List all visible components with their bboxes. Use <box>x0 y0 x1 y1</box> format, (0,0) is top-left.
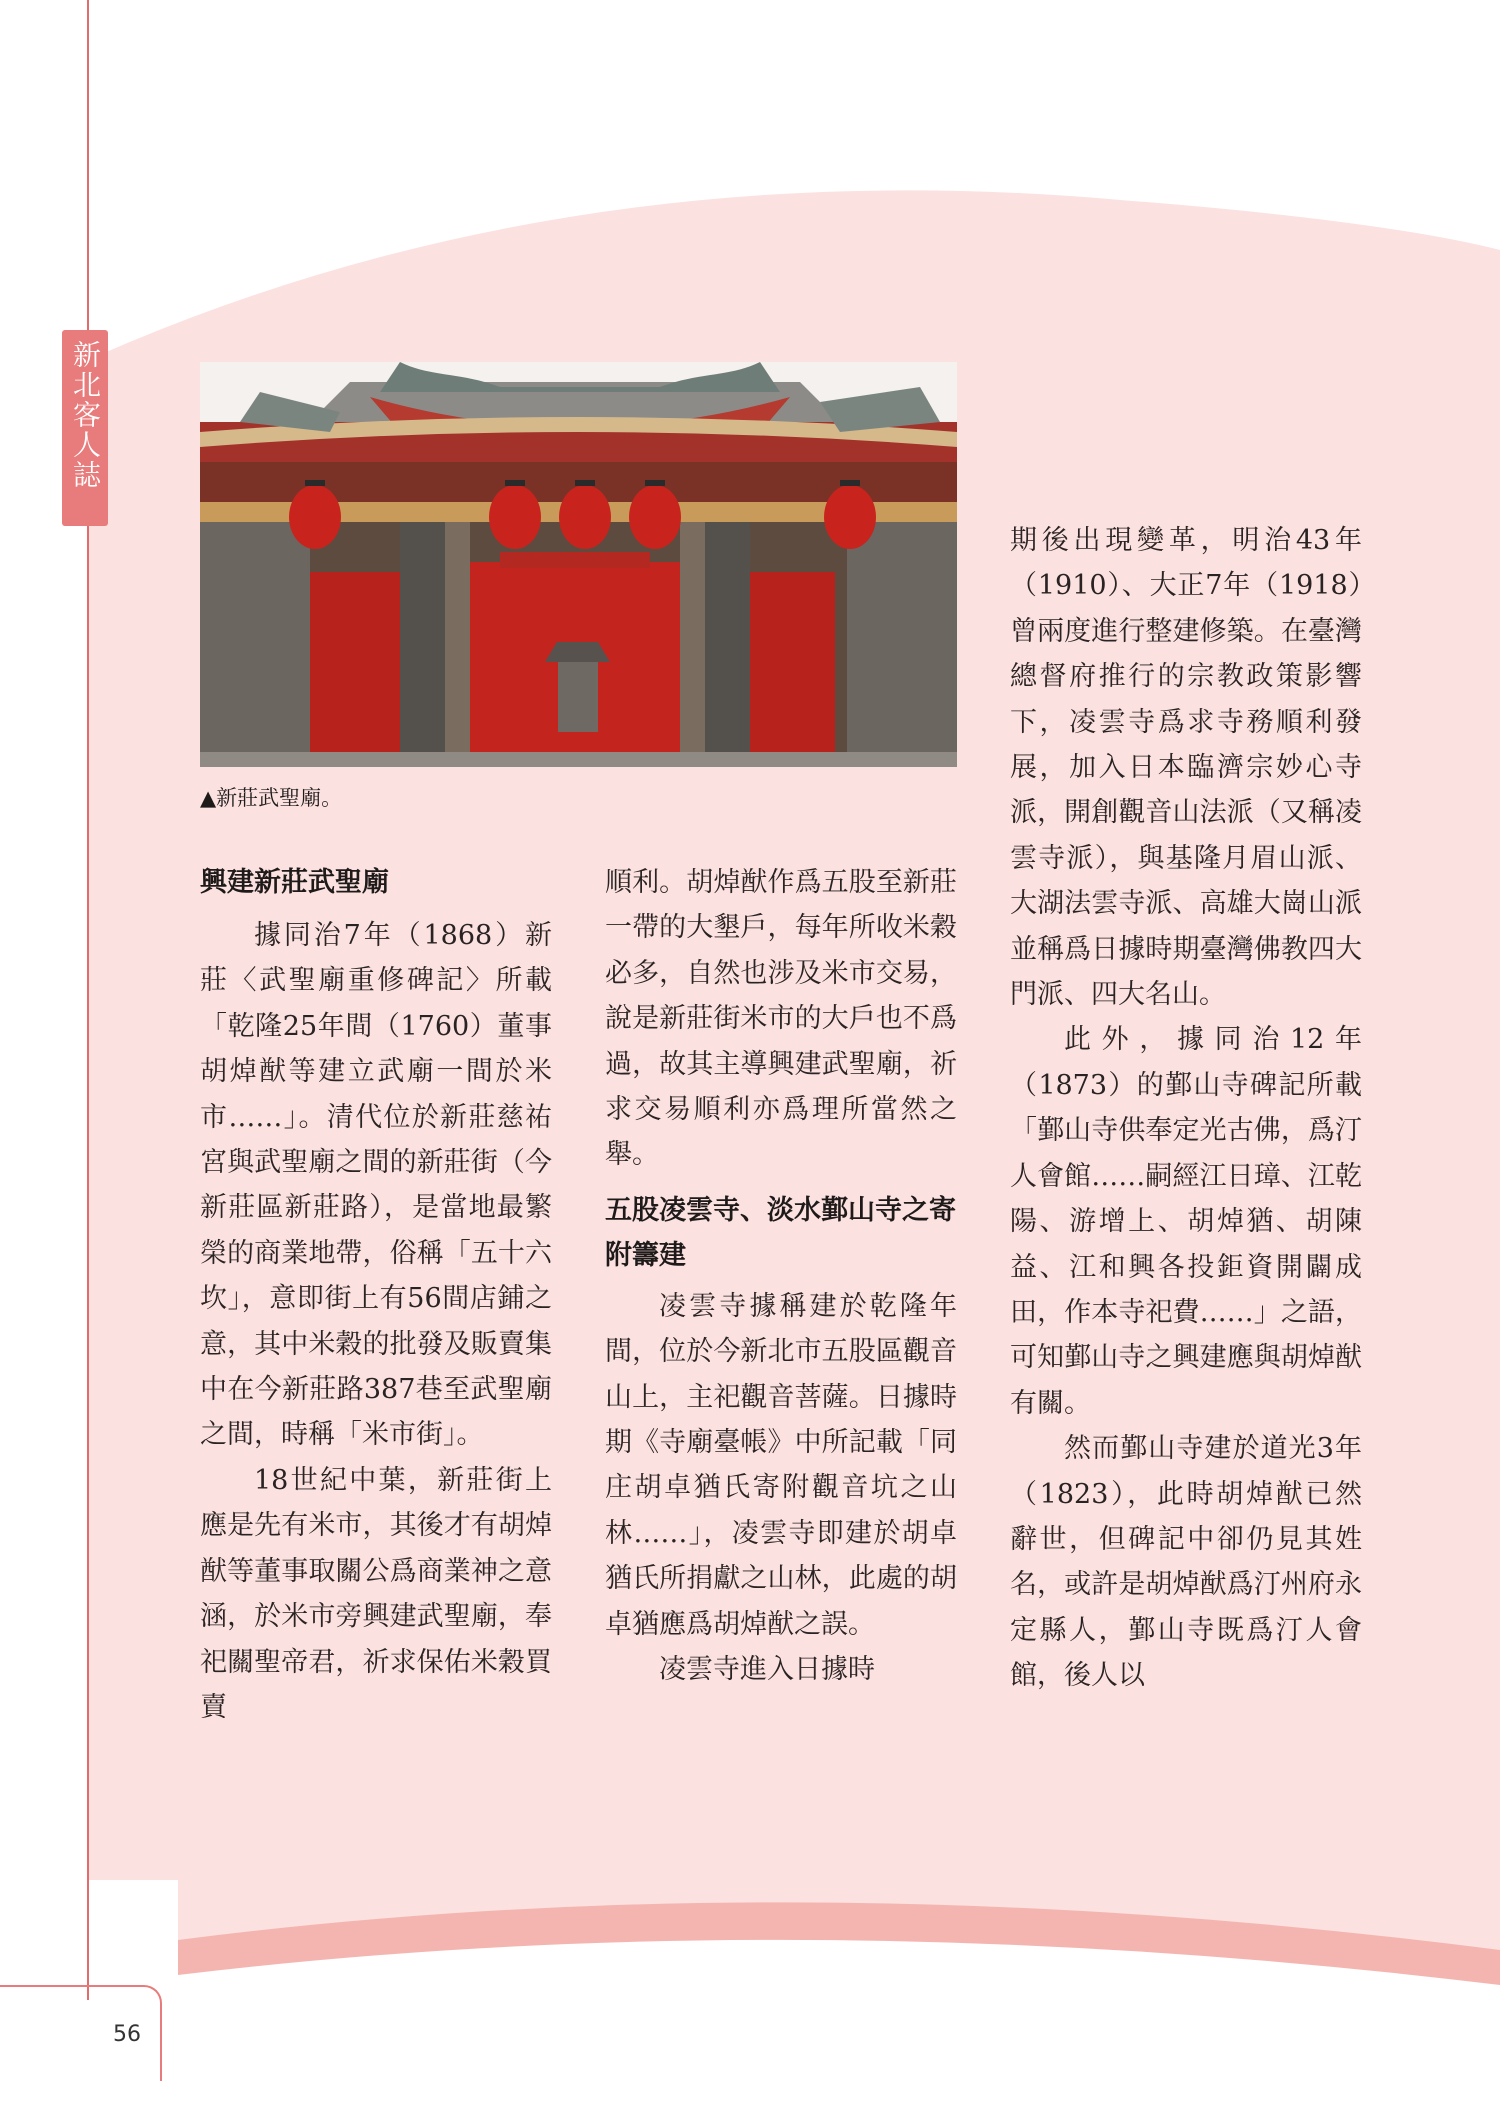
edge-line <box>87 0 89 2000</box>
temple-photo <box>200 362 957 767</box>
section-heading: 五股凌雲寺、淡水鄞山寺之寄附籌建 <box>605 1194 956 1271</box>
page-number: 56 <box>113 2022 141 2047</box>
photo-caption: ▲新莊武聖廟。 <box>200 786 343 810</box>
body-paragraph: 然而鄞山寺建於道光3年（1823），此時胡焯猷已然辭世，但碑記中卻仍見其姓名，或許是胡焯猷爲汀州府永定縣人，鄞山寺既爲汀人會館，後人以 <box>1010 1433 1362 1692</box>
article-column-2 <box>605 860 957 1693</box>
body-paragraph: 18世紀中葉，新莊街上應是先有米市，其後才有胡焯猷等董事取關公爲商業神之意涵，於米市旁興建武聖廟，奉祀關聖帝君，祈求保佑米穀買賣 <box>200 1464 552 1723</box>
section-heading: 興建新莊武聖廟 <box>200 867 389 898</box>
body-paragraph: 此外，據同治12年（1873）的鄞山寺碑記所載「鄞山寺供奉定光古佛，爲汀人會館……嗣經江日璋、江乾陽、游增上、胡焯猶、胡陳益、江和興各投鉅資開闢成田，作本寺祀費……」之語，可知鄞山寺之興建應與胡焯猷有關。 <box>1010 1024 1362 1419</box>
body-paragraph: 據同治7年（1868）新莊〈武聖廟重修碑記〉所載「乾隆25年間（1760）董事胡焯猷等建立武廟一間於米市……」。清代位於新莊慈祐宮與武聖廟之間的新莊街（今新莊區新莊路），是當地最繁榮的商業地帶，俗稱「五十六坎」，意即街上有56間店鋪之意，其中米穀的批發及販賣集中在今新莊路387巷至武聖廟之間，時稱「米市街」。 <box>200 920 552 1451</box>
body-paragraph: 順利。胡焯猷作爲五股至新莊一帶的大墾戶，每年所收米穀必多，自然也涉及米市交易，說是新莊街米市的大戶也不爲過，故其主導興建武聖廟，祈求交易順利亦爲理所當然之舉。 <box>605 867 957 1171</box>
body-paragraph: 期後出現變革，明治43年（1910）、大正7年（1918）曾兩度進行整建修築。在臺灣總督府推行的宗教政策影響下，凌雲寺爲求寺務順利發展，加入日本臨濟宗妙心寺派，開創觀音山法派（又稱凌雲寺派），與基隆月眉山派、大湖法雲寺派、高雄大崗山派並稱爲日據時期臺灣佛教四大門派、四大名山。 <box>1010 525 1362 1011</box>
body-paragraph: 凌雲寺據稱建於乾隆年間，位於今新北市五股區觀音山上，主祀觀音菩薩。日據時期《寺廟臺帳》中所記載「同庄胡卓猶氏寄附觀音坑之山林……」，凌雲寺即建於胡卓猶氏所捐獻之山林，此處的胡卓猶應爲胡焯猷之誤。 <box>605 1290 957 1640</box>
article-column-1 <box>200 860 552 1730</box>
article-column-3 <box>1010 518 1362 1699</box>
side-tab <box>62 330 108 526</box>
body-paragraph: 凌雲寺進入日據時 <box>659 1654 875 1686</box>
side-tab-label: 新北客人誌 <box>69 340 102 490</box>
